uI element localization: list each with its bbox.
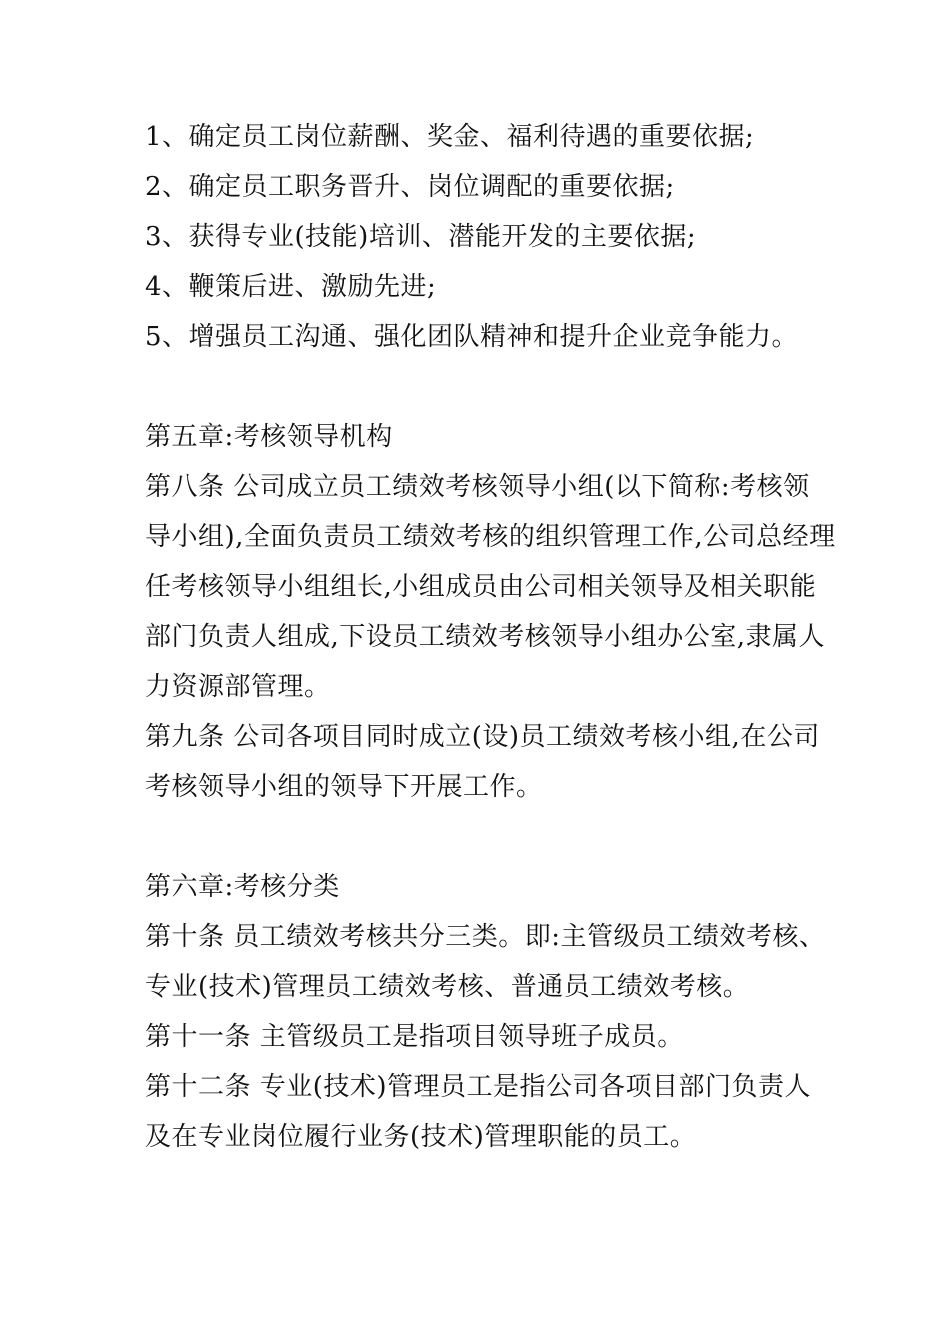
article-10-line: 第十条 员工绩效考核共分三类。即:主管级员工绩效考核、: [145, 922, 826, 952]
article-8-line: 导小组),全面负责员工绩效考核的组织管理工作,公司总经理: [145, 522, 836, 552]
article-11-line: 第十一条 主管级员工是指项目领导班子成员。: [145, 1022, 684, 1052]
article-8-line: 力资源部管理。: [145, 672, 331, 702]
chapter-heading: 第六章:考核分类: [145, 872, 340, 902]
list-item: 2、确定员工职务晋升、岗位调配的重要依据;: [145, 172, 675, 202]
paragraph-gap: [145, 362, 835, 412]
paragraph-gap: [145, 812, 835, 862]
article-9-line: 考核领导小组的领导下开展工作。: [145, 772, 543, 802]
chapter-heading: 第五章:考核领导机构: [145, 422, 393, 452]
list-item: 3、获得专业(技能)培训、潜能开发的主要依据;: [145, 222, 697, 252]
list-item: 5、增强员工沟通、强化团队精神和提升企业竞争能力。: [145, 322, 799, 352]
article-8-line: 任考核领导小组组长,小组成员由公司相关领导及相关职能: [145, 572, 817, 602]
article-10-line: 专业(技术)管理员工绩效考核、普通员工绩效考核。: [145, 972, 750, 1002]
document-body: [145, 112, 835, 1162]
article-9-line: 第九条 公司各项目同时成立(设)员工绩效考核小组,在公司: [145, 722, 820, 752]
article-12-line: 第十二条 专业(技术)管理员工是指公司各项目部门负责人: [145, 1072, 812, 1102]
list-item: 1、确定员工岗位薪酬、奖金、福利待遇的重要依据;: [145, 122, 755, 152]
article-8-line: 部门负责人组成,下设员工绩效考核领导小组办公室,隶属人: [145, 622, 826, 652]
list-item: 4、鞭策后进、激励先进;: [145, 272, 437, 302]
article-8-line: 第八条 公司成立员工绩效考核领导小组(以下简称:考核领: [145, 472, 810, 502]
article-12-line: 及在专业岗位履行业务(技术)管理职能的员工。: [145, 1122, 697, 1152]
